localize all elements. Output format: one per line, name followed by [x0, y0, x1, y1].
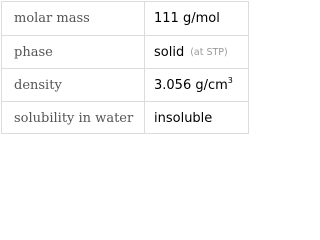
row-label: solubility in water [14, 110, 134, 126]
table-row-phase [2, 35, 248, 68]
row-value: 111 g/mol [154, 11, 220, 26]
table-row-molar-mass [2, 2, 248, 35]
row-label: molar mass [14, 11, 90, 26]
row-value: 3.056 g/cm [154, 77, 228, 93]
properties-table [1, 1, 249, 134]
table-row-density [2, 68, 248, 101]
row-value: insoluble [154, 110, 213, 126]
table-row-solubility [2, 101, 248, 134]
row-label: density [14, 77, 62, 93]
row-value-container [154, 36, 228, 68]
row-value-qualifier: (at STP) [190, 46, 228, 58]
row-value-container [154, 69, 233, 101]
row-label: phase [14, 44, 53, 60]
row-value-superscript: 3 [227, 75, 233, 85]
row-value: solid [154, 44, 185, 60]
